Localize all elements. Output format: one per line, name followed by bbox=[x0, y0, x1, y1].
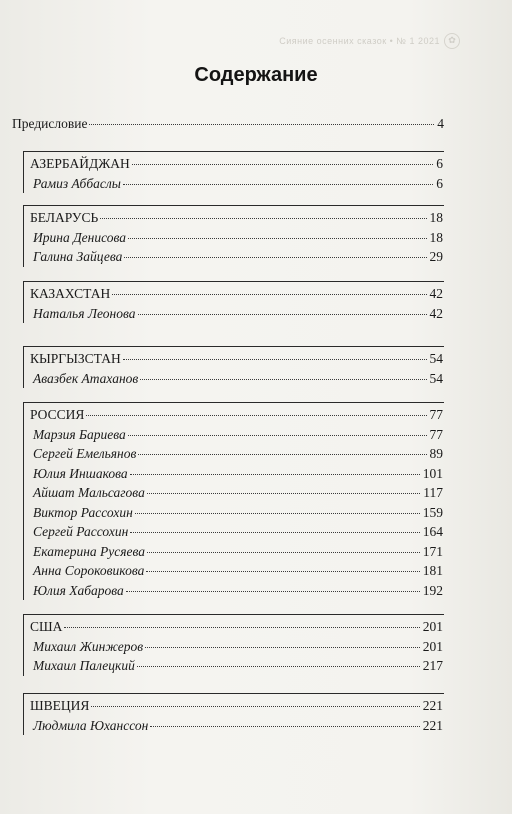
toc-entry-author[interactable] bbox=[33, 504, 443, 522]
dot-leader bbox=[123, 359, 427, 360]
toc-section-country[interactable] bbox=[30, 618, 443, 636]
dot-leader bbox=[146, 571, 419, 572]
dot-leader bbox=[147, 552, 420, 553]
toc-entry-page: 77 bbox=[429, 426, 443, 442]
toc-entry-label: Ирина Денисова bbox=[33, 229, 127, 245]
dot-leader bbox=[147, 493, 420, 494]
dot-leader bbox=[86, 415, 426, 416]
toc-entry-page: 221 bbox=[422, 698, 443, 713]
toc-entry-page: 29 bbox=[429, 249, 443, 264]
dot-leader bbox=[145, 647, 420, 648]
toc-entry-author[interactable] bbox=[33, 543, 443, 561]
dot-leader bbox=[64, 627, 419, 628]
toc-entry-author[interactable] bbox=[33, 582, 443, 600]
dot-leader bbox=[112, 294, 426, 295]
toc-entry-page: 192 bbox=[422, 582, 443, 598]
flower-ornament-icon: ✿ bbox=[444, 33, 460, 49]
toc-entry-page: 42 bbox=[429, 286, 443, 301]
running-head: Сияние осенних сказок • № 1 2021 bbox=[279, 36, 440, 46]
toc-entry-label: КЫРГЫЗСТАН bbox=[30, 351, 121, 366]
dot-leader bbox=[123, 184, 433, 185]
dot-leader bbox=[128, 238, 426, 239]
dot-leader bbox=[140, 379, 426, 380]
toc-entry-label: Екатерина Русяева bbox=[33, 543, 146, 559]
toc-section-country[interactable] bbox=[30, 406, 443, 424]
dot-leader bbox=[138, 314, 427, 315]
toc-entry-author[interactable] bbox=[33, 484, 443, 502]
toc-entry-label: Марзия Бариева bbox=[33, 426, 126, 442]
toc-entry-label: ШВЕЦИЯ bbox=[30, 698, 90, 713]
dot-leader bbox=[128, 435, 427, 436]
toc-entry-page: 164 bbox=[422, 524, 443, 539]
toc-entry-label: Сергей Рассохин bbox=[33, 524, 129, 539]
toc-entry-author[interactable] bbox=[33, 465, 443, 483]
toc-entry-page: 42 bbox=[429, 305, 443, 321]
toc-section-country[interactable] bbox=[30, 209, 443, 227]
toc-entry-label: Михаил Жинжеров bbox=[33, 638, 144, 654]
toc-entry-label: Юлия Хабарова bbox=[33, 582, 124, 598]
toc-entry-label: Авазбек Атаханов bbox=[33, 370, 139, 386]
dot-leader bbox=[137, 666, 420, 667]
toc-entry-label: Предисловие bbox=[12, 116, 88, 131]
toc-entry-label: Наталья Леонова bbox=[33, 305, 136, 321]
toc-entry-page: 4 bbox=[437, 116, 444, 131]
toc-entry-label: США bbox=[30, 619, 63, 634]
toc-entry-page: 54 bbox=[429, 351, 443, 366]
dot-leader bbox=[89, 124, 434, 125]
toc-entry-label: Юлия Иншакова bbox=[33, 465, 128, 481]
toc-entry-author[interactable] bbox=[33, 305, 443, 323]
toc-section-country[interactable] bbox=[30, 697, 443, 715]
dot-leader bbox=[130, 474, 420, 475]
dot-leader bbox=[138, 454, 426, 455]
toc-entry-author[interactable] bbox=[33, 229, 443, 247]
toc-section-country[interactable] bbox=[30, 155, 443, 173]
dot-leader bbox=[126, 591, 420, 592]
toc-entry-page: 54 bbox=[429, 370, 443, 386]
dot-leader bbox=[135, 513, 420, 514]
dot-leader bbox=[150, 726, 419, 727]
toc-entry-label: Галина Зайцева bbox=[33, 249, 123, 264]
toc-entry-author[interactable] bbox=[33, 426, 443, 444]
toc-section-country[interactable] bbox=[30, 285, 443, 303]
toc-entry-page: 6 bbox=[436, 175, 443, 191]
toc-entry-page: 89 bbox=[429, 446, 443, 461]
toc-entry-author[interactable] bbox=[33, 248, 443, 266]
toc-entry-author[interactable] bbox=[33, 445, 443, 463]
page-title: Содержание bbox=[194, 64, 318, 86]
toc-entry-label: АЗЕРБАЙДЖАН bbox=[30, 156, 130, 171]
toc-entry-page: 159 bbox=[422, 504, 443, 520]
toc-entry-page: 201 bbox=[422, 619, 443, 634]
toc-entry-label: Виктор Рассохин bbox=[33, 504, 133, 520]
toc-entry-author[interactable] bbox=[33, 370, 443, 388]
toc-entry-label: Людмила Юханссон bbox=[33, 717, 149, 733]
toc-entry-preface[interactable] bbox=[12, 115, 444, 133]
dot-leader bbox=[100, 218, 426, 219]
dot-leader bbox=[132, 164, 433, 165]
toc-entry-author[interactable] bbox=[33, 657, 443, 675]
toc-entry-page: 18 bbox=[429, 229, 443, 245]
toc-entry-page: 201 bbox=[422, 638, 443, 654]
toc-entry-label: БЕЛАРУСЬ bbox=[30, 210, 99, 225]
toc-entry-label: Анна Сороковикова bbox=[33, 563, 145, 578]
toc-entry-label: Айшат Мальсагова bbox=[33, 485, 145, 500]
dot-leader bbox=[130, 532, 419, 533]
toc-entry-label: РОССИЯ bbox=[30, 407, 85, 422]
toc-entry-page: 221 bbox=[422, 717, 443, 733]
toc-entry-author[interactable] bbox=[33, 523, 443, 541]
toc-entry-author[interactable] bbox=[33, 175, 443, 193]
toc-entry-label: Сергей Емельянов bbox=[33, 446, 137, 461]
dot-leader bbox=[91, 706, 419, 707]
toc-section-country[interactable] bbox=[30, 350, 443, 368]
dot-leader bbox=[124, 257, 426, 258]
toc-entry-page: 181 bbox=[422, 563, 443, 578]
toc-entry-author[interactable] bbox=[33, 638, 443, 656]
toc-entry-page: 6 bbox=[436, 156, 443, 171]
toc-entry-page: 217 bbox=[422, 658, 443, 673]
toc-entry-page: 117 bbox=[423, 485, 443, 500]
toc-entry-label: Рамиз Аббаслы bbox=[33, 175, 121, 191]
toc-entry-page: 77 bbox=[429, 407, 443, 422]
toc-entry-page: 101 bbox=[422, 465, 443, 481]
toc-entry-author[interactable] bbox=[33, 717, 443, 735]
toc-entry-page: 18 bbox=[429, 210, 443, 225]
toc-entry-label: Михаил Палецкий bbox=[33, 658, 135, 673]
toc-entry-page: 171 bbox=[422, 543, 443, 559]
toc-entry-author[interactable] bbox=[33, 562, 443, 580]
toc-entry-label: КАЗАХСТАН bbox=[30, 286, 111, 301]
